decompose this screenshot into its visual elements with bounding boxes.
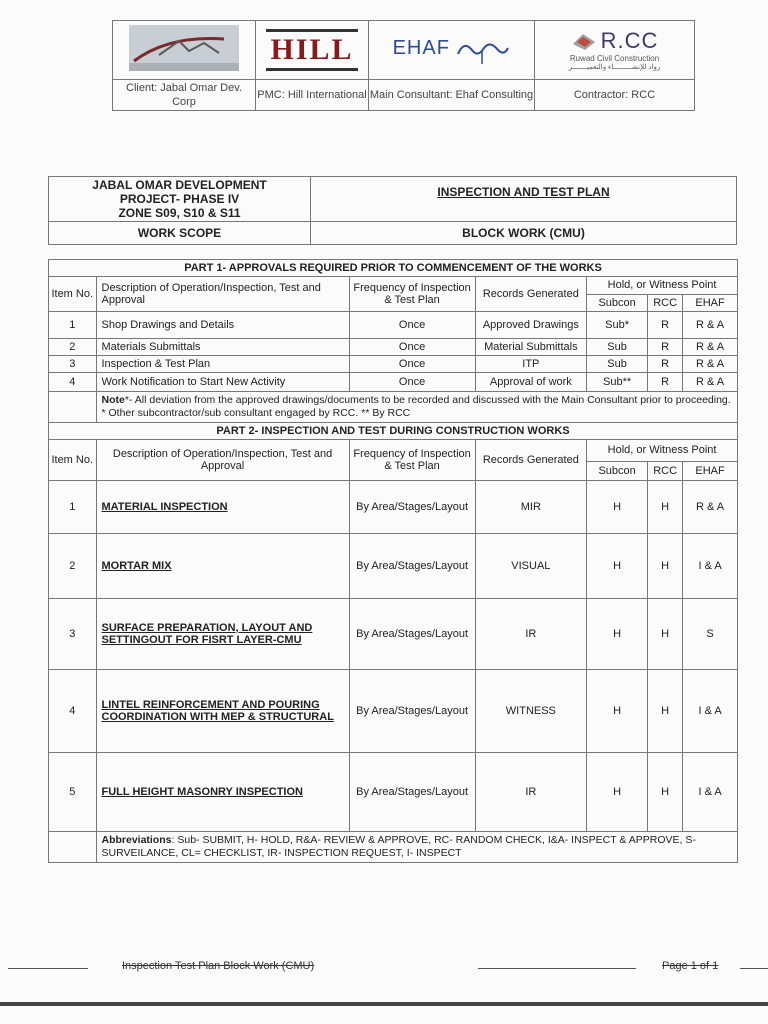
rcc-emblem-icon: [571, 30, 597, 52]
part1-col-records: Records Generated: [475, 277, 587, 312]
row-item-no: 5: [49, 753, 97, 832]
note-text: *- All deviation from the approved drawings/documents to be recorded and discussed with the Main Consultant prior to proceeding. * Other subcontractor/sub consultant engaged by RCC. ** By RCC: [101, 394, 731, 419]
pmc-caption: PMC: Hill International: [256, 80, 369, 111]
row-item-no: 3: [49, 599, 97, 670]
row-subcon: H: [587, 670, 648, 753]
row-frequency: Once: [349, 373, 475, 392]
table-row: [49, 599, 738, 670]
row-frequency: By Area/Stages/Layout: [349, 534, 475, 599]
row-subcon: H: [587, 599, 648, 670]
itp-table: [48, 259, 738, 863]
part2-col-subcon: Subcon: [587, 461, 648, 480]
table-row: [49, 356, 738, 373]
row-ehaf: I & A: [683, 670, 738, 753]
row-frequency: By Area/Stages/Layout: [349, 599, 475, 670]
consultant-caption: Main Consultant: Ehaf Consulting: [369, 80, 535, 111]
contractor-caption: Contractor: RCC: [535, 80, 695, 111]
part1-col-freq: Frequency of Inspection & Test Plan: [349, 277, 475, 312]
page-bottom-border: [0, 1002, 768, 1006]
part2-col-ehaf: EHAF: [683, 461, 738, 480]
part1-col-ehaf: EHAF: [683, 294, 738, 312]
abbreviations-label: Abbreviations: [101, 834, 172, 846]
row-subcon: Sub*: [587, 312, 648, 339]
row-item-no: 2: [49, 339, 97, 356]
row-item-no: 2: [49, 534, 97, 599]
project-line-3: ZONE S09, S10 & S11: [118, 206, 241, 220]
row-rcc: H: [648, 670, 683, 753]
row-description: SURFACE PREPARATION, LAYOUT AND SETTINGOUT FOR FISRT LAYER-CMU: [101, 622, 313, 646]
row-ehaf: R & A: [683, 481, 738, 534]
part2-col-item: Item No.: [49, 440, 97, 481]
row-rcc: R: [648, 373, 683, 392]
row-ehaf: S: [683, 599, 738, 670]
ehaf-logo-text: EHAF: [392, 37, 450, 60]
row-records: WITNESS: [475, 670, 587, 753]
part1-col-desc: Description of Operation/Inspection, Test and Approval: [96, 277, 349, 312]
row-subcon: Sub**: [587, 373, 648, 392]
row-frequency: By Area/Stages/Layout: [349, 753, 475, 832]
row-rcc: H: [648, 481, 683, 534]
part1-heading: PART 1- APPROVALS REQUIRED PRIOR TO COMMENCEMENT OF THE WORKS: [49, 260, 738, 277]
row-subcon: H: [587, 534, 648, 599]
part1-col-rcc: RCC: [648, 294, 683, 312]
row-item-no: 4: [49, 373, 97, 392]
hill-logo: [256, 21, 369, 80]
row-ehaf: R & A: [683, 356, 738, 373]
row-description: Work Notification to Start New Activity: [96, 373, 349, 392]
row-description: Materials Submittals: [96, 339, 349, 356]
part2-col-records: Records Generated: [475, 440, 587, 481]
row-description: LINTEL REINFORCEMENT AND POURING COORDINATION WITH MEP & STRUCTURAL: [101, 699, 334, 723]
row-records: IR: [475, 599, 587, 670]
row-ehaf: R & A: [683, 312, 738, 339]
row-records: ITP: [475, 356, 587, 373]
row-ehaf: I & A: [683, 534, 738, 599]
table-row: [49, 339, 738, 356]
row-description: Shop Drawings and Details: [96, 312, 349, 339]
table-row: [49, 312, 738, 339]
row-frequency: Once: [349, 312, 475, 339]
client-caption: Client: Jabal Omar Dev. Corp: [113, 80, 256, 111]
part1-note: [96, 392, 738, 423]
rcc-logo-arabic: رواد للإنشـــــــــاء والتعميـــــــر: [568, 64, 661, 71]
part2-col-desc: Description of Operation/Inspection, Test and Approval: [96, 440, 349, 481]
jabal-omar-logo-icon: [129, 25, 239, 71]
row-subcon: Sub: [587, 339, 648, 356]
ehaf-logo: [369, 21, 535, 80]
row-records: MIR: [475, 481, 587, 534]
table-row: [49, 481, 738, 534]
footer-page-number: Page 1 of 1: [662, 960, 719, 972]
row-rcc: H: [648, 599, 683, 670]
row-frequency: By Area/Stages/Layout: [349, 670, 475, 753]
row-description: MORTAR MIX: [101, 560, 172, 572]
row-item-no: 1: [49, 481, 97, 534]
row-rcc: R: [648, 356, 683, 373]
row-frequency: Once: [349, 339, 475, 356]
row-rcc: H: [648, 753, 683, 832]
rcc-logo-subtitle: Ruwad Civil Construction: [569, 54, 660, 63]
row-item-no: 4: [49, 670, 97, 753]
row-description: Inspection & Test Plan: [96, 356, 349, 373]
row-ehaf: R & A: [683, 339, 738, 356]
part2-col-rcc: RCC: [648, 461, 683, 480]
note-label: Note: [101, 394, 125, 406]
row-rcc: R: [648, 312, 683, 339]
table-row: [49, 534, 738, 599]
rcc-logo-text: R.CC: [600, 28, 659, 53]
jabal-omar-logo: [113, 21, 256, 80]
part2-col-freq: Frequency of Inspection & Test Plan: [349, 440, 475, 481]
logo-table: [112, 20, 695, 111]
footer-doc-name: Inspection Test Plan Block Work (CMU): [122, 960, 315, 972]
part1-col-subcon: Subcon: [587, 294, 648, 312]
title-block: [48, 176, 737, 245]
row-subcon: H: [587, 481, 648, 534]
row-records: Material Submittals: [475, 339, 587, 356]
row-ehaf: I & A: [683, 753, 738, 832]
table-row: [49, 753, 738, 832]
row-rcc: R: [648, 339, 683, 356]
row-records: Approved Drawings: [475, 312, 587, 339]
table-row: [49, 373, 738, 392]
ehaf-swirl-icon: [454, 36, 510, 64]
footer-rule-right: [740, 968, 768, 969]
row-records: IR: [475, 753, 587, 832]
footer-rule-left: [8, 968, 88, 969]
row-description: MATERIAL INSPECTION: [101, 501, 228, 513]
row-subcon: Sub: [587, 356, 648, 373]
footer-rule-mid: [478, 968, 636, 969]
work-scope-label: WORK SCOPE: [49, 222, 311, 245]
project-line-2: PROJECT- PHASE IV: [119, 192, 240, 206]
row-item-no: 3: [49, 356, 97, 373]
work-scope-value: BLOCK WORK (CMU): [311, 222, 737, 245]
row-records: VISUAL: [475, 534, 587, 599]
row-description: FULL HEIGHT MASONRY INSPECTION: [101, 786, 303, 798]
document-title: INSPECTION AND TEST PLAN: [437, 185, 610, 199]
row-records: Approval of work: [475, 373, 587, 392]
abbreviations-text: : Sub- SUBMIT, H- HOLD, R&A- REVIEW & APPROVE, RC- RANDOM CHECK, I&A- INSPECT & APPROVE, S- SURVEILANCE, CL= CHECKLIST, IR- INSPECTION REQUEST, I- INSPECT: [101, 834, 696, 859]
part2-heading: PART 2- INSPECTION AND TEST DURING CONSTRUCTION WORKS: [49, 423, 738, 440]
row-subcon: H: [587, 753, 648, 832]
row-frequency: By Area/Stages/Layout: [349, 481, 475, 534]
row-item-no: 1: [49, 312, 97, 339]
abbreviations: [96, 832, 738, 863]
rcc-logo: [535, 21, 695, 80]
project-line-1: JABAL OMAR DEVELOPMENT: [92, 178, 267, 192]
row-ehaf: R & A: [683, 373, 738, 392]
part2-col-hold: Hold, or Witness Point: [587, 440, 738, 462]
project-title: [49, 177, 311, 222]
part1-col-item: Item No.: [49, 277, 97, 312]
hill-logo-text: HILL: [270, 33, 354, 66]
part1-col-hold: Hold, or Witness Point: [587, 277, 738, 295]
table-row: [49, 670, 738, 753]
row-rcc: H: [648, 534, 683, 599]
row-frequency: Once: [349, 356, 475, 373]
